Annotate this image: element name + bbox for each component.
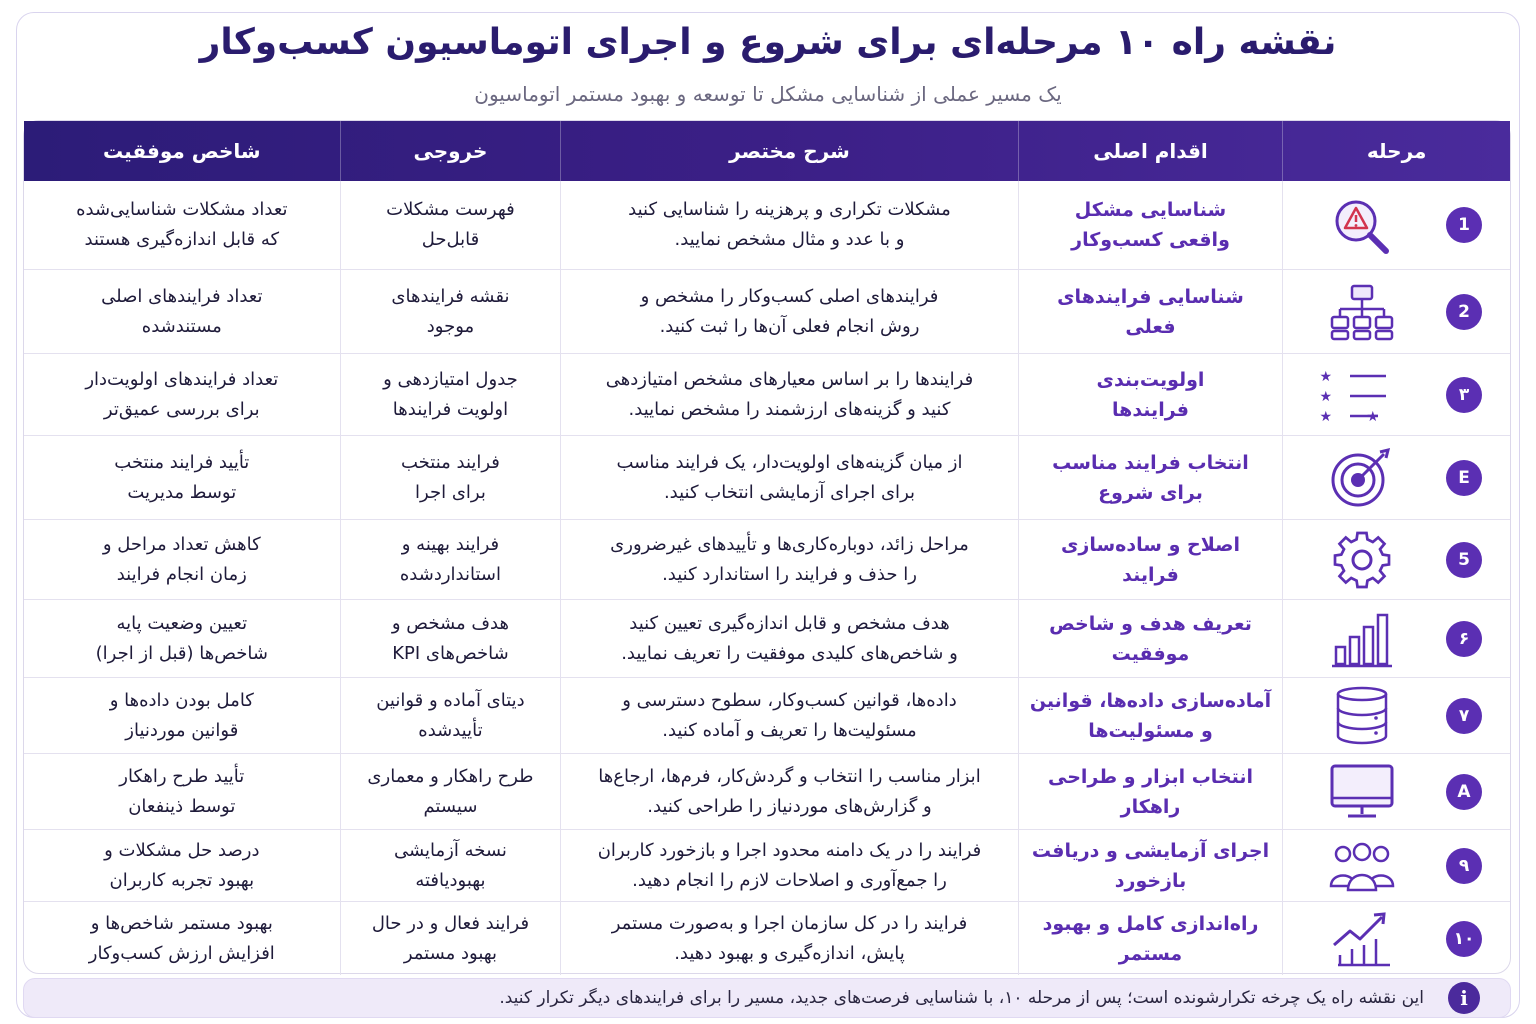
header-step: مرحله: [1282, 121, 1510, 181]
kpi-cell-line: کاهش تعداد مراحل و: [102, 533, 261, 555]
action-cell-line: فرایند: [1122, 563, 1179, 586]
output-cell-line: برای اجرا: [415, 481, 486, 503]
action-cell: [1018, 678, 1283, 753]
bar-chart-icon: [1322, 607, 1402, 671]
output-cell-line: طرح راهکار و معماری: [367, 765, 534, 787]
description-cell-line: کنید و گزینه‌های ارزشمند را مشخص نمایید.: [628, 398, 951, 420]
step-number-badge: ۹: [1446, 848, 1482, 884]
action-cell: [1018, 600, 1283, 677]
description-cell-line: فرایند را در یک دامنه محدود اجرا و بازخورد کاربران: [597, 839, 982, 861]
action-cell: [1018, 754, 1283, 829]
footer-text: این نقشه راه یک چرخه تکرارشونده است؛ پس از مرحله ۱۰، با شناسایی فرصت‌های جدید، مسیر را برای فرایندهای دیگر تکرار کنید.: [499, 988, 1424, 1008]
kpi-cell: [24, 354, 340, 435]
action-cell: [1018, 270, 1283, 353]
svg-text:★: ★: [1319, 408, 1332, 425]
table-row: [24, 353, 1510, 435]
kpi-cell-line: مستندشده: [141, 315, 222, 337]
description-cell-line: برای اجرای آزمایشی انتخاب کنید.: [663, 481, 916, 503]
growth-chart-icon: [1322, 907, 1402, 971]
output-cell-line: بهبودیافته: [415, 869, 486, 891]
description-cell: [560, 678, 1017, 753]
action-cell-line: راهکار: [1120, 795, 1181, 818]
kpi-cell: [24, 520, 340, 599]
kpi-cell-line: تعداد فرایندهای اولویت‌دار: [85, 368, 279, 390]
step-number-badge: ۱۰: [1446, 921, 1482, 957]
kpi-cell: [24, 830, 340, 901]
description-cell-line: هدف مشخص و قابل اندازه‌گیری تعیین کنید: [629, 612, 950, 634]
action-cell-line: فرایندها: [1112, 398, 1189, 421]
table-row: [24, 901, 1510, 975]
action-cell-line: اجرای آزمایشی و دریافت: [1031, 839, 1270, 862]
target-icon: [1322, 446, 1402, 510]
output-cell-line: فهرست مشکلات: [386, 199, 515, 220]
table-header: [24, 121, 1510, 181]
org-chart-icon: [1322, 280, 1402, 344]
kpi-cell: [24, 270, 340, 353]
description-cell: [560, 520, 1017, 599]
kpi-cell-line: زمان انجام فرایند: [116, 563, 247, 585]
action-cell-line: شناسایی فرایندهای: [1057, 285, 1244, 308]
table-row: [24, 435, 1510, 519]
output-cell: [340, 270, 561, 353]
kpi-cell: [24, 754, 340, 829]
step-number-badge: E: [1446, 460, 1482, 496]
action-cell: [1018, 520, 1283, 599]
description-cell-line: مسئولیت‌ها را تعریف و آماده کنید.: [662, 719, 917, 741]
footer-note: [23, 978, 1511, 1018]
action-cell-line: برای شروع: [1098, 481, 1203, 504]
step-cell: [1282, 600, 1510, 677]
output-cell-line: تأییدشده: [418, 719, 483, 741]
kpi-cell-line: تعداد فرایندهای اصلی: [101, 285, 263, 307]
output-cell: [340, 181, 561, 269]
output-cell: [340, 678, 561, 753]
description-cell-line: داده‌ها، قوانین کسب‌وکار، سطوح دسترسی و: [622, 689, 957, 711]
step-number-badge: A: [1446, 774, 1482, 810]
output-cell: [340, 436, 561, 519]
output-cell: [340, 600, 561, 677]
table-row: [24, 599, 1510, 677]
action-cell: [1018, 830, 1283, 901]
kpi-cell-line: بهبود تجربه کاربران: [109, 869, 255, 891]
description-cell: [560, 600, 1017, 677]
step-cell: [1282, 520, 1510, 599]
header-kpi: شاخص موفقیت: [103, 139, 261, 163]
header-output: خروجی: [340, 121, 561, 181]
output-cell-line: جدول امتیازدهی و: [383, 368, 518, 390]
page-subtitle: یک مسیر عملی از شناسایی مشکل تا توسعه و بهبود مستمر اتوماسیون: [474, 82, 1062, 106]
action-cell-line: اصلاح و ساده‌سازی: [1061, 533, 1240, 556]
action-cell-line: موفقیت: [1111, 642, 1190, 665]
action-cell-line: راه‌اندازی کامل و بهبود: [1042, 912, 1259, 935]
kpi-cell: [24, 436, 340, 519]
output-cell: [340, 830, 561, 901]
step-number-badge: 2: [1446, 294, 1482, 330]
step-cell: [1282, 902, 1510, 975]
description-cell-line: از میان گزینه‌های اولویت‌دار، یک فرایند مناسب: [616, 451, 963, 473]
table-row: [24, 753, 1510, 829]
output-cell-line: بهبود مستمر: [403, 942, 498, 964]
step-cell: [1282, 270, 1510, 353]
description-cell-line: پایش، اندازه‌گیری و بهبود دهید.: [674, 942, 905, 964]
step-cell: [1282, 678, 1510, 753]
kpi-cell-line: کامل بودن داده‌ها و: [109, 689, 254, 711]
kpi-cell-line: شاخص‌ها (قبل از اجرا): [95, 642, 268, 664]
database-icon: [1322, 684, 1402, 748]
output-cell-line: استانداردشده: [399, 563, 502, 585]
description-cell-line: فرایندها را بر اساس معیارهای مشخص امتیازدهی: [605, 368, 974, 390]
description-cell-line: و با عدد و مثال مشخص نمایید.: [674, 229, 905, 250]
action-cell-line: انتخاب ابزار و طراحی: [1047, 765, 1254, 788]
monitor-icon: [1322, 760, 1402, 824]
gear-icon: [1322, 528, 1402, 592]
action-cell-line: اولویت‌بندی: [1096, 368, 1205, 391]
kpi-cell-line: برای بررسی عمیق‌تر: [103, 398, 260, 420]
output-cell-line: دیتای آماده و قوانین: [376, 689, 525, 711]
description-cell: [560, 754, 1017, 829]
description-cell-line: را جمع‌آوری و اصلاحات لازم را انجام دهید.: [632, 869, 947, 891]
table-body: [24, 181, 1510, 975]
action-cell-line: آماده‌سازی داده‌ها، قوانین: [1029, 689, 1272, 712]
kpi-cell-line: تأیید فرایند منتخب: [114, 451, 250, 473]
header-action: اقدام اصلی: [1018, 121, 1283, 181]
action-cell-line: بازخورد: [1114, 869, 1187, 892]
step-number-badge: 1: [1446, 207, 1482, 243]
description-cell-line: ابزار مناسب را انتخاب و گردش‌کار، فرم‌ها، ارجاع‌ها: [598, 765, 981, 787]
output-cell-line: سیستم: [423, 795, 478, 817]
output-cell: [340, 520, 561, 599]
action-cell: [1018, 354, 1283, 435]
output-cell-line: اولویت فرایندها: [392, 398, 509, 420]
description-cell: [560, 830, 1017, 901]
output-cell: [340, 902, 561, 975]
action-cell: [1018, 436, 1283, 519]
description-cell-line: را حذف و فرایند را استاندارد کنید.: [662, 563, 917, 585]
roadmap-table: [23, 120, 1511, 974]
action-cell-line: مستمر: [1118, 942, 1183, 965]
kpi-cell-line: که قابل اندازه‌گیری هستند: [84, 229, 280, 250]
description-cell-line: مشکلات تکراری و پرهزینه را شناسایی کنید: [628, 199, 951, 220]
step-cell: [1282, 181, 1510, 269]
kpi-cell-line: توسط ذینفعان: [128, 795, 236, 817]
description-cell: [560, 354, 1017, 435]
star-list-icon: [1319, 363, 1402, 427]
kpi-cell: [24, 902, 340, 975]
kpi-cell-line: درصد حل مشکلات و: [104, 839, 260, 861]
info-icon: i: [1448, 982, 1480, 1014]
output-cell-line: نسخه آزمایشی: [393, 839, 507, 861]
description-cell-line: و شاخص‌های کلیدی موفقیت را تعریف نمایید.: [621, 642, 958, 664]
step-cell: [1282, 436, 1510, 519]
description-cell-line: و گزارش‌های موردنیاز را طراحی کنید.: [647, 795, 932, 817]
action-cell: [1018, 902, 1283, 975]
kpi-cell-line: تأیید طرح راهکار: [119, 765, 245, 787]
description-cell-line: مراحل زائد، دوباره‌کاری‌ها و تأییدهای غیرضروری: [610, 533, 969, 555]
magnifier-warning-icon: [1322, 193, 1402, 257]
kpi-cell: [24, 678, 340, 753]
step-number-badge: 5: [1446, 542, 1482, 578]
step-cell: [1282, 354, 1510, 435]
table-row: [24, 829, 1510, 901]
action-cell-line: واقعی کسب‌وکار: [1071, 229, 1230, 251]
step-cell: [1282, 754, 1510, 829]
output-cell-line: هدف مشخص و: [391, 612, 509, 634]
kpi-cell: [24, 600, 340, 677]
kpi-cell: [24, 181, 340, 269]
description-cell-line: فرایندهای اصلی کسب‌وکار را مشخص و: [640, 285, 939, 307]
header-description: شرح مختصر: [560, 121, 1017, 181]
kpi-cell-line: تعداد مشکلات شناسایی‌شده: [76, 199, 288, 220]
kpi-cell-line: قوانین موردنیاز: [125, 719, 239, 741]
description-cell: [560, 270, 1017, 353]
output-cell-line: فرایند منتخب: [400, 451, 500, 473]
kpi-cell-line: بهبود مستمر شاخص‌ها و: [90, 912, 273, 934]
output-cell-line: شاخص‌های KPI: [392, 642, 509, 664]
users-icon: [1322, 834, 1402, 898]
step-number-badge: ۷: [1446, 698, 1482, 734]
output-cell-line: فرایند بهینه و: [401, 533, 500, 555]
kpi-cell-line: توسط مدیریت: [127, 481, 237, 503]
output-cell: [340, 754, 561, 829]
output-cell-line: نقشه فرایندهای: [391, 285, 510, 307]
description-cell-line: فرایند را در کل سازمان اجرا و به‌صورت مستمر: [611, 912, 968, 934]
table-row: [24, 677, 1510, 753]
description-cell-line: روش انجام فعلی آن‌ها را ثبت کنید.: [659, 315, 920, 337]
table-row: [24, 519, 1510, 599]
kpi-cell-line: تعیین وضعیت پایه: [116, 612, 248, 634]
action-cell: [1018, 181, 1283, 269]
output-cell-line: موجود: [426, 315, 475, 337]
kpi-cell-line: افزایش ارزش کسب‌وکار: [88, 942, 275, 964]
svg-text:★: ★: [1319, 388, 1332, 405]
action-cell-line: و مسئولیت‌ها: [1088, 719, 1213, 742]
action-cell-line: تعریف هدف و شاخص: [1049, 612, 1252, 635]
step-number-badge: ۳: [1446, 377, 1482, 413]
output-cell-line: قابل‌حل: [421, 229, 480, 250]
svg-text:★: ★: [1366, 408, 1379, 425]
table-row: [24, 269, 1510, 353]
description-cell: [560, 181, 1017, 269]
step-cell: [1282, 830, 1510, 901]
description-cell: [560, 902, 1017, 975]
action-cell-line: شناسایی مشکل: [1074, 199, 1227, 221]
step-number-badge: ۶: [1446, 621, 1482, 657]
svg-text:★: ★: [1319, 368, 1332, 385]
output-cell: [340, 354, 561, 435]
action-cell-line: انتخاب فرایند مناسب: [1052, 451, 1249, 474]
description-cell: [560, 436, 1017, 519]
output-cell-line: فرایند فعال و در حال: [371, 912, 530, 934]
page-title: نقشه راه ۱۰ مرحله‌ای برای شروع و اجرای اتوماسیون کسب‌وکار: [199, 22, 1337, 63]
table-row: [24, 181, 1510, 269]
action-cell-line: فعلی: [1125, 315, 1176, 338]
